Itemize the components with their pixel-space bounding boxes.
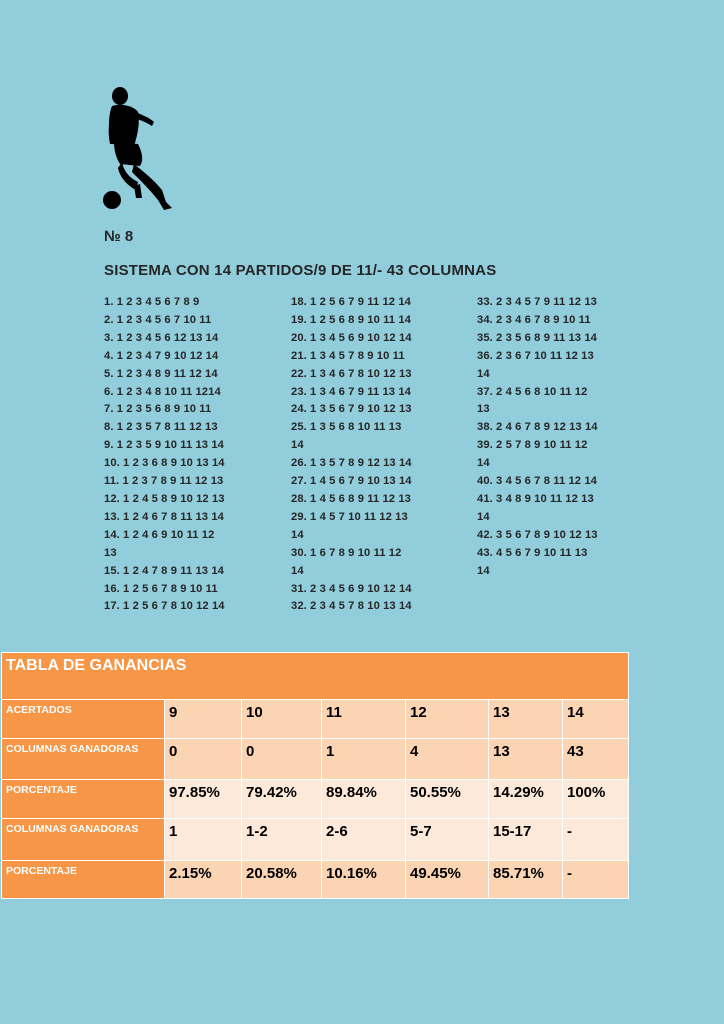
table-cell: 1-2: [242, 819, 322, 861]
combination-line: 17. 1 2 5 6 7 8 10 12 14: [104, 600, 225, 613]
table-cell: 50.55%: [406, 780, 489, 819]
combination-line: 28. 1 4 5 6 8 9 11 12 13: [291, 492, 411, 505]
table-cell: 13: [489, 739, 563, 780]
combination-line: 8. 1 2 3 5 7 8 11 12 13: [104, 421, 218, 434]
combination-line: 13. 1 2 4 6 7 8 11 13 14: [104, 510, 224, 523]
combination-line: 29. 1 4 5 7 10 11 12 13: [291, 510, 408, 523]
table-cell: 9: [165, 700, 242, 739]
table-cell: 89.84%: [322, 780, 406, 819]
combination-line: 23. 1 3 4 6 7 9 11 13 14: [291, 385, 411, 398]
combination-line: 27. 1 4 5 6 7 9 10 13 14: [291, 475, 412, 488]
combination-line: 15. 1 2 4 7 8 9 11 13 14: [104, 564, 224, 577]
table-cell: 49.45%: [406, 861, 489, 899]
table-cell: 1: [165, 819, 242, 861]
combination-line: 16. 1 2 5 6 7 8 9 10 11: [104, 582, 218, 595]
combination-line: 37. 2 4 5 6 8 10 11 12: [477, 385, 588, 398]
table-cell: 5-7: [406, 819, 489, 861]
combination-line: 22. 1 3 4 6 7 8 10 12 13: [291, 367, 412, 380]
row-label: ACERTADOS: [2, 700, 165, 739]
table-header-row: [2, 653, 629, 700]
table-cell: 14: [563, 700, 629, 739]
combination-line: 33. 2 3 4 5 7 9 11 12 13: [477, 296, 597, 308]
combination-line: 34. 2 3 4 6 7 8 9 10 11: [477, 313, 591, 326]
table-row: [2, 861, 629, 899]
table-cell: 100%: [563, 780, 629, 819]
combination-line: 31. 2 3 4 5 6 9 10 12 14: [291, 582, 412, 595]
table-cell: 20.58%: [242, 861, 322, 899]
combination-line: 9. 1 2 3 5 9 10 11 13 14: [104, 439, 224, 452]
table-cell: 4: [406, 739, 489, 780]
table-title: TABLA DE GANANCIAS: [2, 653, 629, 700]
combination-line: 11. 1 2 3 7 8 9 11 12 13: [104, 475, 224, 488]
table-cell: 43: [563, 739, 629, 780]
table-cell: 15-17: [489, 819, 563, 861]
combination-line: 14: [477, 564, 490, 577]
table-cell: 85.71%: [489, 861, 563, 899]
combination-line: 14: [291, 564, 304, 577]
table-cell: 1: [322, 739, 406, 780]
combination-line: 19. 1 2 5 6 8 9 10 11 14: [291, 313, 411, 326]
combination-line: 10. 1 2 3 6 8 9 10 13 14: [104, 457, 225, 470]
table-cell: 2.15%: [165, 861, 242, 899]
combination-line: 30. 1 6 7 8 9 10 11 12: [291, 546, 402, 559]
combination-line: 13: [477, 403, 490, 416]
table-cell: 2-6: [322, 819, 406, 861]
combination-line: 3. 1 2 3 4 5 6 12 13 14: [104, 331, 219, 344]
combination-line: 4. 1 2 3 4 7 9 10 12 14: [104, 349, 219, 362]
combination-line: 13: [104, 546, 117, 559]
table-cell: 11: [322, 700, 406, 739]
combination-line: 42. 3 5 6 7 8 9 10 12 13: [477, 528, 598, 541]
combination-line: 1. 1 2 3 4 5 6 7 8 9: [104, 296, 200, 308]
combination-line: 40. 3 4 5 6 7 8 11 12 14: [477, 475, 597, 488]
combination-line: 32. 2 3 4 5 7 8 10 13 14: [291, 600, 412, 613]
row-label: PORCENTAJE: [2, 780, 165, 819]
row-label: COLUMNAS GANADORAS: [2, 819, 165, 861]
table-cell: 14.29%: [489, 780, 563, 819]
soccer-player-icon: [100, 82, 182, 212]
combination-line: 5. 1 2 3 4 8 9 11 12 14: [104, 367, 218, 380]
table-cell: 10: [242, 700, 322, 739]
combination-line: 14. 1 2 4 6 9 10 11 12: [104, 528, 215, 541]
combination-line: 14: [291, 528, 304, 541]
table-cell: 79.42%: [242, 780, 322, 819]
combination-line: 18. 1 2 5 6 7 9 11 12 14: [291, 296, 411, 308]
combination-line: 41. 3 4 8 9 10 11 12 13: [477, 492, 594, 505]
combination-column-3: [477, 294, 667, 581]
combination-line: 12. 1 2 4 5 8 9 10 12 13: [104, 492, 225, 505]
row-label: COLUMNAS GANADORAS: [2, 739, 165, 780]
table-cell: -: [563, 819, 629, 861]
table-cell: 10.16%: [322, 861, 406, 899]
combination-line: 2. 1 2 3 4 5 6 7 10 11: [104, 313, 212, 326]
table-row: [2, 780, 629, 819]
table-cell: 13: [489, 700, 563, 739]
system-title: SISTEMA CON 14 PARTIDOS/9 DE 11/- 43 COLUMNAS: [104, 262, 497, 279]
combination-line: 39. 2 5 7 8 9 10 11 12: [477, 439, 588, 452]
table-row: [2, 819, 629, 861]
combination-line: 14: [291, 439, 304, 452]
table-row: [2, 700, 629, 739]
combination-line: 36. 2 3 6 7 10 11 12 13: [477, 349, 594, 362]
combination-line: 43. 4 5 6 7 9 10 11 13: [477, 546, 588, 559]
combination-line: 35. 2 3 5 6 8 9 11 13 14: [477, 331, 597, 344]
combination-line: 20. 1 3 4 5 6 9 10 12 14: [291, 331, 412, 344]
row-label: PORCENTAJE: [2, 861, 165, 899]
combination-column-1: [104, 294, 294, 616]
table-row: [2, 739, 629, 780]
combination-line: 7. 1 2 3 5 6 8 9 10 11: [104, 403, 212, 416]
table-cell: 97.85%: [165, 780, 242, 819]
combination-line: 14: [477, 367, 490, 380]
system-number: № 8: [104, 228, 134, 245]
combination-line: 14: [477, 510, 490, 523]
combination-line: 24. 1 3 5 6 7 9 10 12 13: [291, 403, 412, 416]
combination-line: 6. 1 2 3 4 8 10 11 1214: [104, 385, 221, 398]
earnings-table: [1, 652, 629, 899]
table-cell: -: [563, 861, 629, 899]
combination-line: 14: [477, 457, 490, 470]
combination-line: 21. 1 3 4 5 7 8 9 10 11: [291, 349, 405, 362]
table-cell: 0: [165, 739, 242, 780]
combination-line: 26. 1 3 5 7 8 9 12 13 14: [291, 457, 412, 470]
table-cell: 0: [242, 739, 322, 780]
combination-line: 25. 1 3 5 6 8 10 11 13: [291, 421, 402, 434]
combination-line: 38. 2 4 6 7 8 9 12 13 14: [477, 421, 598, 434]
table-cell: 12: [406, 700, 489, 739]
combination-column-2: [291, 294, 481, 616]
